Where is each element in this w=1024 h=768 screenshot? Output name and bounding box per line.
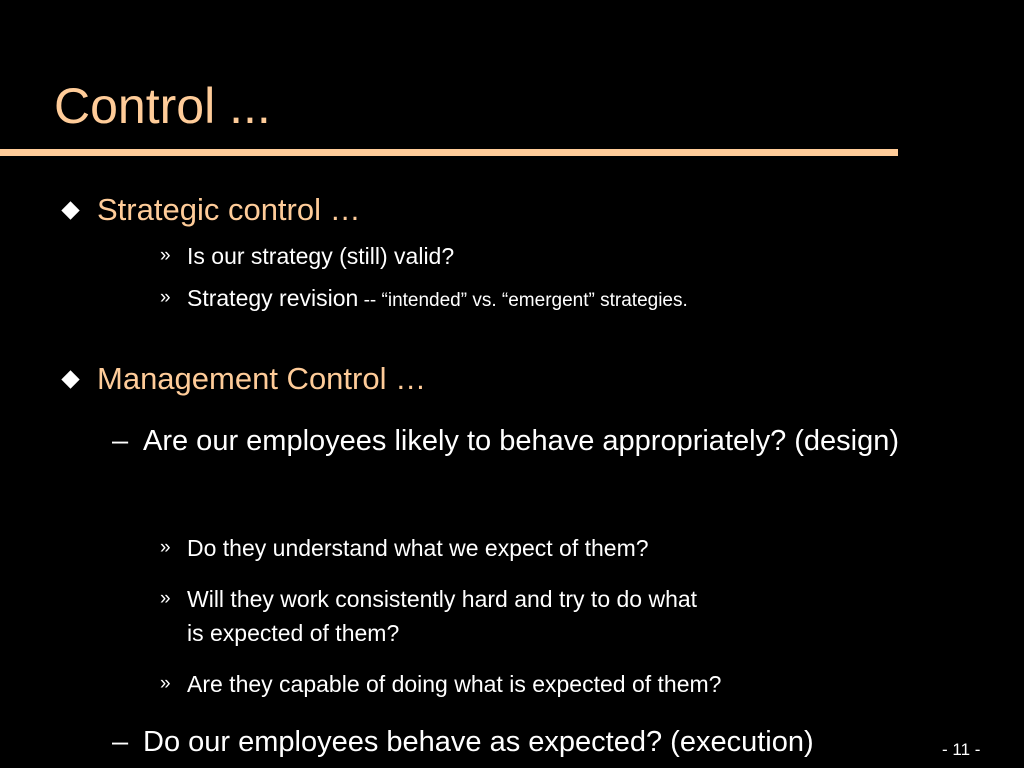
point-text: Do our employees behave as expected? (execution) xyxy=(143,726,814,758)
sub-item-main-text: Strategy revision xyxy=(187,285,359,311)
sub-item-text xyxy=(187,281,688,318)
sub-bullet-icon: » xyxy=(160,287,171,308)
sub-bullet-icon: » xyxy=(160,673,171,694)
section-heading-text: Strategic control … xyxy=(97,192,361,227)
sub-item-text: Are they capable of doing what is expected of them? xyxy=(187,671,722,697)
sub-bullet-icon: » xyxy=(160,537,171,558)
sub-item-text: Do they understand what we expect of them? xyxy=(187,535,649,561)
sub-item-text-line2: is expected of them? xyxy=(187,620,400,646)
dash-bullet: – xyxy=(112,726,129,758)
sub-bullet-icon: » xyxy=(160,245,171,266)
dash-bullet: – xyxy=(112,425,129,457)
point-text: Are our employees likely to behave appropriately? (design) xyxy=(143,425,900,457)
page-number: - 11 - xyxy=(942,740,981,759)
sub-item-text-line1: Will they work consistently hard and try to do what xyxy=(187,586,698,612)
title-underline xyxy=(0,149,898,156)
sub-item-note: -- “intended” vs. “emergent” strategies. xyxy=(358,290,688,311)
diamond-bullet-icon xyxy=(61,201,79,219)
section-heading-text: Management Control … xyxy=(97,361,427,396)
sub-bullet-icon: » xyxy=(160,588,171,609)
diamond-bullet-icon xyxy=(61,370,79,388)
slide-title: Control ... xyxy=(54,78,271,134)
sub-item-text: Is our strategy (still) valid? xyxy=(187,243,455,269)
